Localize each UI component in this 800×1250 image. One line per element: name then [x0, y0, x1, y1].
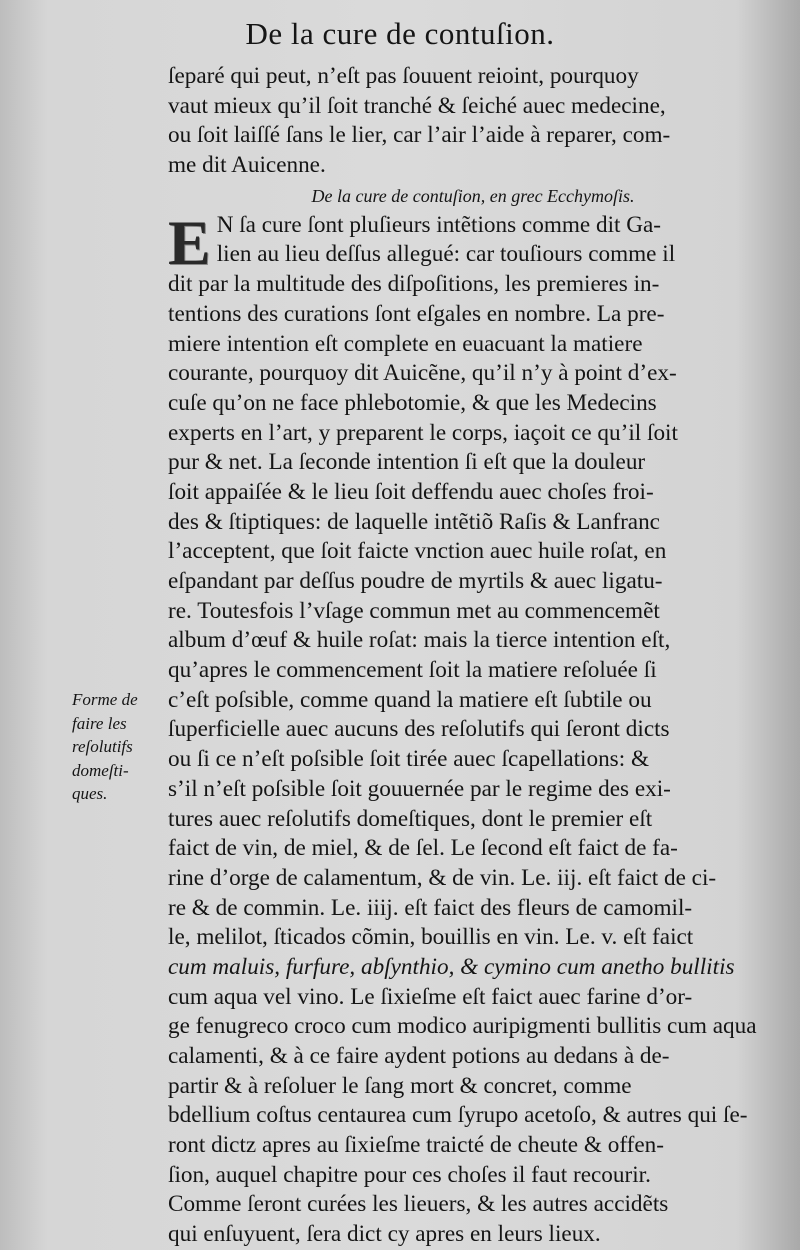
text-line: re. Toutesfois l’vſage commun met au commencemẽt [168, 597, 660, 624]
margin-note-line: domeſti- [72, 760, 129, 780]
text-line: ſion, auquel chapitre pour ces choſes il faut recourir. [168, 1161, 651, 1188]
margin-note-line: Forme de [72, 690, 138, 709]
text-line: ge fenugreco croco cum modico auripigmenti bullitis cum aqua [168, 1013, 757, 1040]
text-line: lien au lieu deſſus allegué: car touſiours comme il [216, 241, 676, 268]
body-text [168, 62, 798, 1250]
text-line: ou ſi ce n’eſt poſsible ſoit tirée auec ſcapellations: & [168, 746, 649, 773]
margin-note-line: faire les [72, 713, 127, 733]
text-line: ſuperficielle auec aucuns des reſolutifs qui ſeront dicts [168, 716, 670, 743]
text-line: qui enſuyuent, ſera dict cy apres en leurs lieux. [168, 1221, 601, 1248]
text-line: bdellium coſtus centaurea cum ſyrupo acetoſo, & autres qui ſe- [168, 1102, 748, 1129]
text-line: re & de commin. Le. iiij. eſt faict des fleurs de camomil- [168, 894, 693, 921]
text-line: dit par la multitude des diſpoſitions, les premieres in- [168, 271, 660, 298]
drop-cap: E [168, 206, 211, 278]
text-line: s’il n’eſt poſsible ſoit gouuernée par le regime des exi- [168, 775, 671, 802]
margin-note-line: ques. [72, 784, 108, 803]
text-line: eſpandant par deſſus poudre de myrtils & auec ligatu- [168, 568, 663, 594]
text-line: qu’apres le commencement ſoit la matiere reſoluée ſi [168, 657, 657, 684]
text-line: faict de vin, de miel, & de ſel. Le ſecond eſt faict de fa- [168, 835, 678, 862]
text-line: tentions des curations ſont eſgales en nombre. La pre- [168, 300, 665, 327]
text-line-latin: cum maluis, furfure, abſynthio, & cymino cum anetho bullitis [168, 953, 735, 980]
text-line: ou ſoit laiſſé ſans le lier, car l’air l’aide à reparer, com- [168, 122, 671, 149]
text-line: Comme ſeront curées les lieuers, & les autres accidẽts [168, 1191, 669, 1218]
text-line: des & ſtiptiques: de laquelle intẽtiõ Raſis & Lanfranc [168, 508, 660, 535]
text-line: rine d’orge de calamentum, & de vin. Le. iij. eſt faict de ci- [168, 864, 717, 891]
text-line: ſeparé qui peut, n’eſt pas ſouuent reioint, pourquoy [168, 63, 639, 89]
text-line: N ſa cure ſont pluſieurs intẽtions comme dit Ga- [216, 211, 662, 238]
text-line: calamenti, & à ce faire aydent potions au dedans à de- [168, 1043, 670, 1069]
margin-note [72, 688, 172, 806]
text-line: l’acceptent, que ſoit faicte vnction auec huile roſat, en [168, 538, 667, 565]
text-line: me dit Auicenne. [168, 152, 326, 179]
section-subheading: De la cure de contuſion, en grec Ecchymoſis. [311, 185, 635, 206]
running-header: De la cure de contuſion. [245, 16, 555, 51]
text-line: partir & à reſoluer le ſang mort & concret, comme [168, 1072, 632, 1099]
text-line: le, melilot, ſticados cõmin, bouillis en vin. Le. v. eſt faict [168, 924, 694, 951]
text-line: pur & net. La ſeconde intention ſi eſt que la douleur [168, 449, 646, 476]
text-line: ſoit appaiſée & le lieu ſoit deffendu auec choſes froi- [168, 478, 654, 505]
text-line: experts en l’art, y preparent le corps, iaçoit ce qu’il ſoit [168, 419, 678, 446]
text-line: vaut mieux qu’il ſoit tranché & ſeiché auec medecine, [168, 92, 666, 119]
text-line: miere intention eſt complete en euacuant la matiere [168, 330, 643, 357]
margin-note-line: reſolutifs [72, 737, 133, 756]
text-line: c’eſt poſsible, comme quand la matiere eſt ſubtile ou [168, 686, 652, 713]
text-line: ront dictz apres au ſixieſme traicté de cheute & offen- [168, 1132, 664, 1159]
text-line: cuſe qu’on ne face phlebotomie, & que les Medecins [168, 389, 657, 416]
text-line: album d’œuf & huile roſat: mais la tierce intention eſt, [168, 627, 671, 654]
text-line: cum aqua vel vino. Le ſixieſme eſt faict auec farine d’or- [168, 983, 693, 1010]
text-line: tures auec reſolutifs domeſtiques, dont le premier eſt [168, 805, 653, 832]
text-line: courante, pourquoy dit Auicẽne, qu’il n’y à point d’ex- [168, 360, 677, 387]
